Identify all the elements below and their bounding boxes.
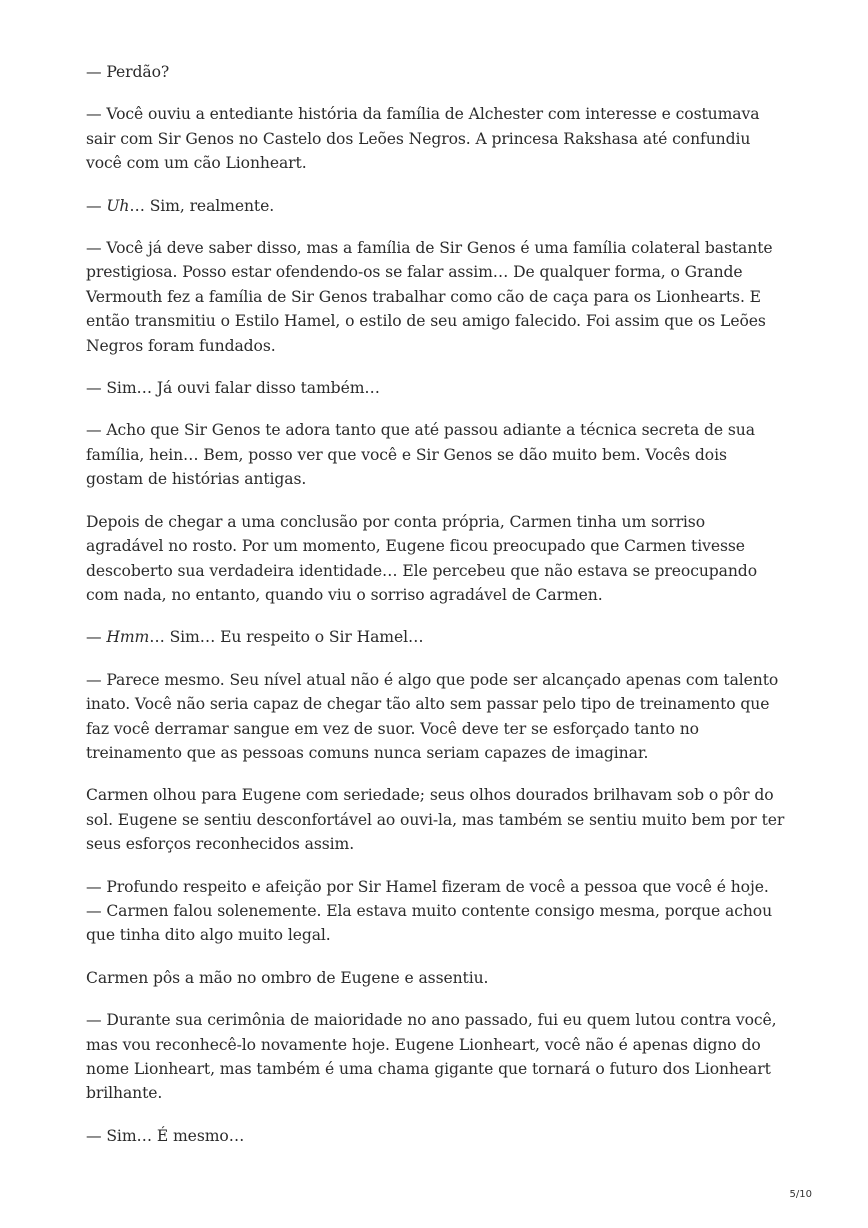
paragraph: — Perdão? <box>86 63 170 81</box>
paragraph: Carmen pôs a mão no ombro de Eugene e assentiu. <box>86 968 489 987</box>
italic-text: Uh <box>106 196 130 215</box>
paragraph: — Durante sua cerimônia de maioridade no ano passado, fui eu quem lutou contra você, mas vou reconhecê-lo novamente hoje. Eugene Lionheart, você não é apenas digno do nome Lionheart, mas também é uma chama gigante que tornará o futuro dos Lionheart brilhante. <box>86 1011 777 1103</box>
page-number: 5/10 <box>789 1189 812 1200</box>
paragraph: — Parece mesmo. Seu nível atual não é algo que pode ser alcançado apenas com talento inato. Você não seria capaz de chegar tão alto sem passar pelo tipo de treinamento que faz você derramar sangue em vez de suor. Você deve ter se esforçado tanto no treinamento que as pessoas comuns nunca seriam capazes de imaginar. <box>86 670 779 762</box>
italic-text: Hmm <box>106 628 150 647</box>
paragraph: — Hmm… Sim… Eu respeito o Sir Hamel… <box>86 628 424 647</box>
paragraph: — Você já deve saber disso, mas a família de Sir Genos é uma família colateral bastante prestigiosa. Posso estar ofendendo-os se falar assim… De qualquer forma, o Grande Vermouth fez a família de Sir Genos trabalhar como cão de caça para os Lionhearts. E então transmitiu o Estilo Hamel, o estilo de seu amigo falecido. Foi assim que os Leões Negros foram fundados. <box>86 239 773 355</box>
paragraph: Carmen olhou para Eugene com seriedade; seus olhos dourados brilhavam sob o pôr do sol. Eugene se sentiu desconfortável ao ouvi-la, mas também se sentiu muito bem por ter seus esforços reconhecidos assim. <box>86 786 785 854</box>
paragraph: — Sim… É mesmo… <box>86 1126 245 1145</box>
paragraph: — Você ouviu a entediante história da família de Alchester com interesse e costumava sair com Sir Genos no Castelo dos Leões Negros. A princesa Rakshasa até confundiu você com um cão Lionheart. <box>86 105 760 173</box>
paragraph: — Sim… Já ouvi falar disso também… <box>86 379 380 398</box>
paragraph: — Acho que Sir Genos te adora tanto que até passou adiante a técnica secreta de sua família, hein… Bem, posso ver que você e Sir Genos se dão muito bem. Vocês dois gostam de histórias antigas. <box>86 421 755 489</box>
paragraph: — Uh… Sim, realmente. <box>86 196 275 215</box>
document-page <box>86 60 786 1166</box>
paragraph: — Profundo respeito e afeição por Sir Hamel fizeram de você a pessoa que você é hoje. — Carmen falou solenemente. Ela estava muito contente consigo mesma, porque achou que tinha dito algo muito legal. <box>86 877 773 945</box>
paragraph: Depois de chegar a uma conclusão por conta própria, Carmen tinha um sorriso agradável no rosto. Por um momento, Eugene ficou preocupado que Carmen tivesse descoberto sua verdadeira identidade… Ele percebeu que não estava se preocupando com nada, no entanto, quando viu o sorriso agradável de Carmen. <box>86 512 757 604</box>
